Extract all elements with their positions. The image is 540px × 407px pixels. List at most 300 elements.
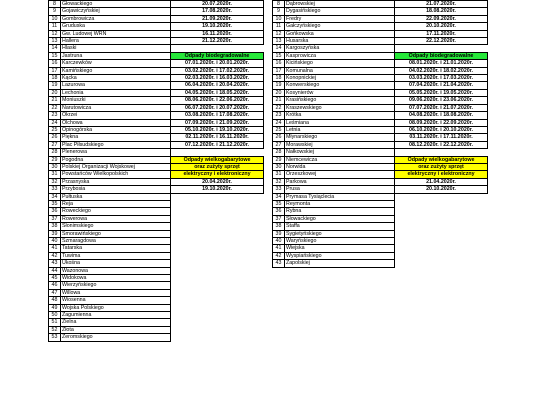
table-row: [49, 297, 264, 304]
table-row: [49, 15, 264, 22]
mixed-waste-date: 16.11.2020r.: [171, 30, 264, 37]
street-number: 49: [49, 304, 61, 311]
street-name: Kargoszyńska: [285, 45, 395, 52]
street-number: 42: [49, 252, 61, 259]
table-row: [49, 223, 264, 230]
street-name: Moniuszki: [61, 97, 171, 104]
bio-waste-dates: 08.01.2020r. i 21.01.2020r.: [395, 60, 488, 67]
table-row: [49, 156, 264, 163]
street-number: 29: [273, 156, 285, 163]
bio-waste-dates: 05.10.2020r. i 19.10.2020r.: [171, 126, 264, 133]
bio-waste-dates: 03.02.2020r. i 17.02.2020r.: [171, 67, 264, 74]
empty-cell: [395, 245, 488, 252]
street-name: Hlaski: [61, 45, 171, 52]
empty-cell: [171, 326, 264, 333]
mixed-waste-date: 19.10.2020r.: [171, 23, 264, 30]
street-name: Polskiej Organizacji Wojskowej: [61, 163, 171, 170]
table-row: [273, 260, 488, 267]
empty-cell: [171, 319, 264, 326]
empty-cell: [171, 289, 264, 296]
empty-cell: [171, 334, 264, 341]
table-row: [49, 75, 264, 82]
table-row: [49, 289, 264, 296]
street-number: 26: [49, 134, 61, 141]
table-row: [49, 208, 264, 215]
street-number: 34: [49, 193, 61, 200]
bio-waste-dates: 07.07.2020r. i 21.07.2020r.: [395, 104, 488, 111]
street-name: Sygietyńskiego: [285, 230, 395, 237]
table-row: [49, 30, 264, 37]
table-row: [49, 260, 264, 267]
street-name: Plenerowa: [61, 149, 171, 156]
street-name: Żeromskiego: [61, 334, 171, 341]
street-number: 40: [273, 238, 285, 245]
table-row: [273, 15, 488, 22]
table-row: [49, 82, 264, 89]
street-name: Wiejska: [285, 245, 395, 252]
street-name: Olchowa: [61, 119, 171, 126]
street-number: 45: [49, 275, 61, 282]
street-name: Kosynierów: [285, 89, 395, 96]
left-schedule-table: [48, 0, 264, 342]
bio-waste-dates: 03.11.2020r. i 17.11.2020r.: [395, 134, 488, 141]
street-name: Reja: [61, 200, 171, 207]
bulky-waste-date: 21.04.2020r.: [395, 178, 488, 185]
table-row: [49, 200, 264, 207]
table-row: [49, 134, 264, 141]
street-number: 15: [273, 52, 285, 59]
bio-waste-header: Odpady biodegradowalne: [395, 52, 488, 59]
street-name: Prymasa Tysiąclecia: [285, 193, 395, 200]
empty-cell: [171, 45, 264, 52]
street-name: Zapolskiej: [285, 260, 395, 267]
street-name: Słowackiego: [285, 215, 395, 222]
street-number: 16: [273, 60, 285, 67]
empty-cell: [171, 208, 264, 215]
table-row: [49, 104, 264, 111]
street-number: 18: [49, 75, 61, 82]
table-row: [273, 112, 488, 119]
street-name: Wojska Polskiego: [61, 304, 171, 311]
empty-cell: [171, 238, 264, 245]
street-name: Opinogórska: [61, 126, 171, 133]
street-name: Prusa: [285, 186, 395, 193]
table-row: [273, 186, 488, 193]
street-name: Konwerskiego: [285, 82, 395, 89]
street-name: Pułtuska: [61, 193, 171, 200]
empty-cell: [171, 200, 264, 207]
bio-waste-dates: 09.06.2020r. i 23.06.2020r.: [395, 97, 488, 104]
street-number: 13: [273, 38, 285, 45]
street-number: 50: [49, 312, 61, 319]
bio-waste-header: Odpady biodegradowalne: [171, 52, 264, 59]
street-name: Przybosia: [61, 186, 171, 193]
bulky-waste-header: oraz zużyty sprzęt: [395, 163, 488, 170]
table-row: [49, 230, 264, 237]
street-name: Piękna: [61, 134, 171, 141]
table-row: [273, 30, 488, 37]
table-row: [49, 67, 264, 74]
bio-waste-dates: 02.11.2020r. i 16.11.2020r.: [171, 134, 264, 141]
empty-cell: [171, 223, 264, 230]
table-row: [273, 156, 488, 163]
table-row: [49, 38, 264, 45]
mixed-waste-date: 20.07.2020r.: [171, 1, 264, 8]
street-number: 16: [49, 60, 61, 67]
table-row: [49, 334, 264, 341]
bulky-waste-header: elektryczny i elektroniczny: [171, 171, 264, 178]
street-name: Dąbrowskiej: [285, 1, 395, 8]
table-row: [49, 312, 264, 319]
street-name: Lazurowa: [61, 82, 171, 89]
street-name: Staffa: [285, 223, 395, 230]
empty-cell: [171, 282, 264, 289]
street-name: Konopnickiej: [285, 75, 395, 82]
street-number: 28: [273, 149, 285, 156]
empty-cell: [171, 267, 264, 274]
table-row: [49, 178, 264, 185]
street-name: Wazonowa: [61, 267, 171, 274]
table-row: [273, 119, 488, 126]
street-number: 41: [273, 245, 285, 252]
bio-waste-dates: 06.10.2020r. i 20.10.2020r.: [395, 126, 488, 133]
empty-cell: [171, 260, 264, 267]
street-number: 31: [49, 171, 61, 178]
street-number: 52: [49, 326, 61, 333]
street-name: Złota: [61, 326, 171, 333]
street-name: Leśmiana: [285, 119, 395, 126]
street-name: Rybna: [285, 208, 395, 215]
table-row: [49, 275, 264, 282]
empty-cell: [395, 215, 488, 222]
street-name: Pogodna: [61, 156, 171, 163]
table-row: [49, 163, 264, 170]
table-row: [273, 104, 488, 111]
street-number: 33: [273, 186, 285, 193]
table-row: [49, 126, 264, 133]
empty-cell: [395, 149, 488, 156]
bio-waste-dates: 02.03.2020r. i 16.03.2020r.: [171, 75, 264, 82]
table-row: [273, 223, 488, 230]
street-number: 8: [49, 1, 61, 8]
street-number: 30: [49, 163, 61, 170]
street-number: 14: [49, 45, 61, 52]
table-row: [49, 112, 264, 119]
street-name: Ukośna: [61, 260, 171, 267]
bio-waste-dates: 07.01.2020r. i 20.01.2020r.: [171, 60, 264, 67]
street-name: Letnia: [285, 126, 395, 133]
table-row: [273, 171, 488, 178]
street-name: Narutowicza: [61, 104, 171, 111]
table-row: [273, 38, 488, 45]
street-name: Okrzei: [61, 112, 171, 119]
street-number: 39: [49, 230, 61, 237]
table-row: [49, 252, 264, 259]
street-name: Słonimskiego: [61, 223, 171, 230]
table-row: [49, 8, 264, 15]
street-name: Wiosenna: [61, 297, 171, 304]
table-row: [49, 149, 264, 156]
street-name: Norwida: [285, 163, 395, 170]
street-name: Kraszewskiego: [285, 104, 395, 111]
table-row: [49, 186, 264, 193]
empty-cell: [171, 193, 264, 200]
street-name: Nałkowskiej: [285, 149, 395, 156]
street-number: 38: [49, 223, 61, 230]
mixed-waste-date: 18.08.2020r.: [395, 8, 488, 15]
street-name: Krasińskiego: [285, 97, 395, 104]
street-name: Karczewków: [61, 60, 171, 67]
empty-cell: [171, 215, 264, 222]
table-row: [273, 252, 488, 259]
street-name: Parkowa: [285, 178, 395, 185]
table-row: [49, 319, 264, 326]
empty-cell: [171, 297, 264, 304]
bio-waste-dates: 03.08.2020r. i 17.08.2020r.: [171, 112, 264, 119]
street-name: Jastruna: [61, 52, 171, 59]
table-row: [273, 141, 488, 148]
empty-cell: [171, 230, 264, 237]
street-number: 28: [49, 149, 61, 156]
street-number: 25: [49, 126, 61, 133]
street-name: Tatarska: [61, 245, 171, 252]
street-number: 51: [49, 319, 61, 326]
table-row: [49, 119, 264, 126]
street-number: 8: [273, 1, 285, 8]
mixed-waste-date: 21.12.2020r.: [171, 38, 264, 45]
table-row: [49, 326, 264, 333]
street-number: 46: [49, 282, 61, 289]
table-row: [273, 97, 488, 104]
street-number: 43: [273, 260, 285, 267]
street-name: Fredry: [285, 15, 395, 22]
street-number: 27: [273, 141, 285, 148]
table-row: [49, 171, 264, 178]
bio-waste-dates: 08.06.2020r. i 22.06.2020r.: [171, 97, 264, 104]
empty-cell: [395, 238, 488, 245]
street-number: 20: [273, 89, 285, 96]
mixed-waste-date: 22.12.2020r.: [395, 38, 488, 45]
right-schedule-table: [272, 0, 488, 268]
street-number: 25: [273, 126, 285, 133]
street-number: 22: [273, 104, 285, 111]
bio-waste-dates: 06.04.2020r. i 20.04.2020r.: [171, 82, 264, 89]
table-row: [49, 23, 264, 30]
table-row: [49, 1, 264, 8]
table-row: [273, 134, 488, 141]
street-name: Husarska: [285, 38, 395, 45]
bio-waste-dates: 03.03.2020r. i 17.03.2020r.: [395, 75, 488, 82]
empty-cell: [395, 208, 488, 215]
street-number: 29: [49, 156, 61, 163]
empty-cell: [395, 230, 488, 237]
table-row: [273, 8, 488, 15]
street-number: 26: [273, 134, 285, 141]
street-name: Plac Piłsudskiego: [61, 141, 171, 148]
street-number: 36: [49, 208, 61, 215]
street-number: 18: [273, 75, 285, 82]
street-number: 10: [49, 15, 61, 22]
table-row: [49, 238, 264, 245]
table-row: [273, 45, 488, 52]
table-row: [49, 304, 264, 311]
street-name: Gałczyńskiego: [285, 23, 395, 30]
table-row: [49, 267, 264, 274]
bulky-waste-date: 19.10.2020r.: [171, 186, 264, 193]
table-row: [49, 282, 264, 289]
street-number: 48: [49, 297, 61, 304]
street-name: Wierzyńskiego: [61, 282, 171, 289]
street-name: Młynarskiego: [285, 134, 395, 141]
empty-cell: [395, 252, 488, 259]
street-number: 37: [49, 215, 61, 222]
bulky-waste-date: 20.04.2020r.: [171, 178, 264, 185]
street-name: Powstańców Wielkopolskich: [61, 171, 171, 178]
street-name: Głowackiego: [61, 1, 171, 8]
street-number: 11: [273, 23, 285, 30]
bulky-waste-header: oraz zużyty sprzęt: [171, 163, 264, 170]
street-number: 39: [273, 230, 285, 237]
street-name: Rowerowa: [61, 215, 171, 222]
mixed-waste-date: 17.11.2020r.: [395, 30, 488, 37]
empty-cell: [171, 304, 264, 311]
table-row: [49, 89, 264, 96]
street-number: 21: [273, 97, 285, 104]
street-number: 34: [273, 193, 285, 200]
street-name: Hallera: [61, 38, 171, 45]
table-row: [273, 238, 488, 245]
bio-waste-dates: 04.05.2020r. i 18.05.2020r.: [171, 89, 264, 96]
bio-waste-dates: 05.05.2020r. i 19.05.2020r.: [395, 89, 488, 96]
table-row: [273, 245, 488, 252]
street-number: 40: [49, 238, 61, 245]
bio-waste-dates: 04.08.2020r. i 18.08.2020r.: [395, 112, 488, 119]
bio-waste-dates: 06.07.2020r. i 20.07.2020r.: [171, 104, 264, 111]
table-row: [49, 60, 264, 67]
street-name: Wyspiańskiego: [285, 252, 395, 259]
table-row: [273, 23, 488, 30]
bio-waste-dates: 07.12.2020r. i 21.12.2020r.: [171, 141, 264, 148]
empty-cell: [395, 223, 488, 230]
empty-cell: [395, 260, 488, 267]
street-name: Kicińskiego: [285, 60, 395, 67]
street-number: 42: [273, 252, 285, 259]
street-name: Gojawiczyńskiej: [61, 8, 171, 15]
table-row: [49, 97, 264, 104]
street-number: 20: [49, 89, 61, 96]
street-number: 11: [49, 23, 61, 30]
street-name: Widokowa: [61, 275, 171, 282]
street-number: 32: [273, 178, 285, 185]
bulky-waste-date: 20.10.2020r.: [395, 186, 488, 193]
street-name: Kamińskiego: [61, 67, 171, 74]
table-row: [273, 230, 488, 237]
street-number: 17: [273, 67, 285, 74]
empty-cell: [171, 252, 264, 259]
table-row: [273, 82, 488, 89]
empty-cell: [171, 312, 264, 319]
table-row: [49, 193, 264, 200]
street-number: 24: [273, 119, 285, 126]
street-name: Gombrowicza: [61, 15, 171, 22]
bulky-waste-header: Odpady wielkogabarytowe: [171, 156, 264, 163]
street-number: 22: [49, 104, 61, 111]
street-number: 36: [273, 208, 285, 215]
table-row: [273, 149, 488, 156]
street-name: Zielna: [61, 319, 171, 326]
street-number: 12: [273, 30, 285, 37]
street-name: Gońkowska: [285, 30, 395, 37]
street-name: Przasnyska: [61, 178, 171, 185]
bio-waste-dates: 08.09.2020r. i 22.09.2020r.: [395, 119, 488, 126]
street-name: Kącka: [61, 75, 171, 82]
street-number: 23: [273, 112, 285, 119]
mixed-waste-date: 17.08.2020r.: [171, 8, 264, 15]
table-row: [273, 126, 488, 133]
bio-waste-dates: 07.09.2020r. i 21.09.2020r.: [171, 119, 264, 126]
street-name: Waryńskiego: [285, 238, 395, 245]
street-name: Szmaragdowa: [61, 238, 171, 245]
street-name: Niemcewicza: [285, 156, 395, 163]
street-number: 38: [273, 223, 285, 230]
table-row: [273, 178, 488, 185]
street-name: Morawskiej: [285, 141, 395, 148]
mixed-waste-date: 21.09.2020r.: [171, 15, 264, 22]
street-number: 47: [49, 289, 61, 296]
empty-cell: [171, 275, 264, 282]
bio-waste-dates: 08.12.2020r. i 22.12.2020r.: [395, 141, 488, 148]
table-row: [273, 215, 488, 222]
bio-waste-dates: 07.04.2020r. i 21.04.2020r.: [395, 82, 488, 89]
empty-cell: [171, 245, 264, 252]
street-number: 9: [49, 8, 61, 15]
mixed-waste-date: 20.10.2020r.: [395, 23, 488, 30]
empty-cell: [171, 149, 264, 156]
street-number: 13: [49, 38, 61, 45]
street-number: 33: [49, 186, 61, 193]
street-name: Willowa: [61, 289, 171, 296]
table-row: [49, 141, 264, 148]
street-name: Gruduska: [61, 23, 171, 30]
street-number: 15: [49, 52, 61, 59]
street-number: 12: [49, 30, 61, 37]
street-number: 37: [273, 215, 285, 222]
street-name: Tuwima: [61, 252, 171, 259]
street-name: Roweckiego: [61, 208, 171, 215]
street-number: 23: [49, 112, 61, 119]
table-row: [273, 52, 488, 59]
street-number: 19: [273, 82, 285, 89]
street-number: 44: [49, 267, 61, 274]
street-number: 10: [273, 15, 285, 22]
table-row: [273, 163, 488, 170]
bulky-waste-header: elektryczny i elektroniczny: [395, 171, 488, 178]
street-number: 35: [273, 200, 285, 207]
street-number: 14: [273, 45, 285, 52]
mixed-waste-date: 22.09.2020r.: [395, 15, 488, 22]
street-number: 32: [49, 178, 61, 185]
street-name: Zagumienna: [61, 312, 171, 319]
street-number: 19: [49, 82, 61, 89]
street-number: 17: [49, 67, 61, 74]
empty-cell: [395, 193, 488, 200]
table-row: [49, 215, 264, 222]
street-name: Krótka: [285, 112, 395, 119]
street-number: 9: [273, 8, 285, 15]
street-name: Komunalna: [285, 67, 395, 74]
street-number: 41: [49, 245, 61, 252]
table-row: [273, 89, 488, 96]
